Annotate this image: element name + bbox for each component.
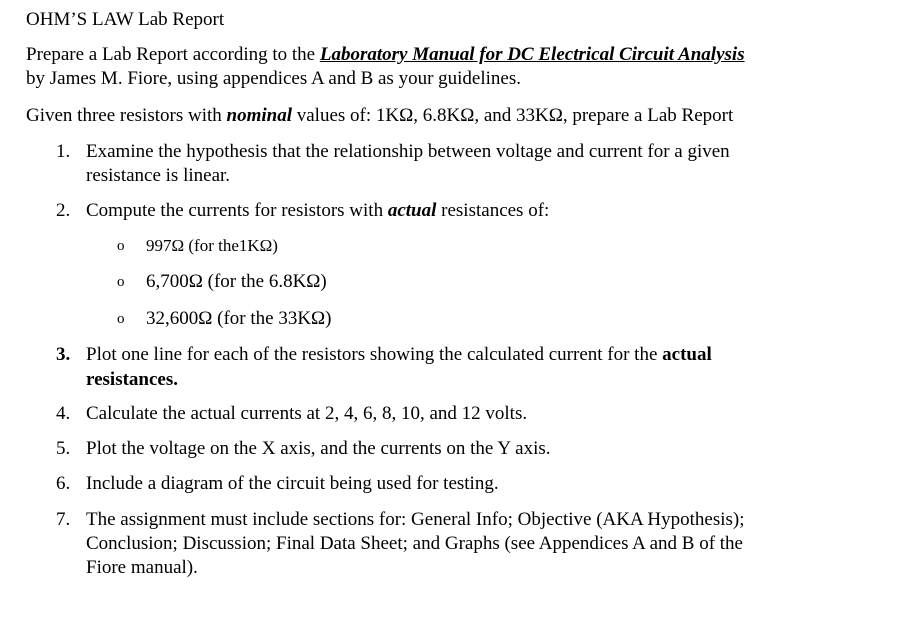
list-item-5: Plot the voltage on the X axis, and the currents on the Y axis. [86, 438, 551, 459]
list-number: 4. [56, 403, 71, 424]
list-item-4: Calculate the actual currents at 2, 4, 6, 8, 10, and 12 volts. [86, 403, 528, 424]
list-item-1-line-2: resistance is linear. [86, 165, 231, 186]
list-item-7-line-3: Fiore manual). [86, 557, 198, 578]
item-3-actual: actual [662, 344, 712, 365]
list-item-3-line-1 [86, 343, 712, 367]
item-3-text-pre: Plot one line for each of the resistors showing the calculated current for the [86, 344, 663, 365]
given-nominal: nominal [226, 105, 292, 126]
bullet-marker: o [117, 274, 125, 290]
list-number: 7. [56, 509, 71, 530]
list-item-6: Include a diagram of the circuit being used for testing. [86, 473, 499, 494]
given-text-pre: Given three resistors with [26, 105, 227, 126]
list-number: 3. [56, 344, 71, 365]
list-number: 5. [56, 438, 71, 459]
given-line [26, 104, 733, 128]
list-item-7-line-1: The assignment must include sections for: General Info; Objective (AKA Hypothesis); [86, 509, 745, 530]
intro-line-2: by James M. Fiore, using appendices A and B as your guidelines. [26, 68, 521, 89]
sub-item-3: 32,600Ω (for the 33KΩ) [146, 308, 332, 329]
bullet-marker: o [117, 238, 125, 254]
manual-title-link: Laboratory Manual for DC Electrical Circuit Analysis [319, 44, 745, 65]
bullet-marker: o [117, 311, 125, 327]
list-item-7-line-2: Conclusion; Discussion; Final Data Sheet; and Graphs (see Appendices A and B of the [86, 533, 743, 554]
sub-item-2: 6,700Ω (for the 6.8KΩ) [146, 271, 327, 292]
intro-text: Prepare a Lab Report according to the [26, 44, 320, 65]
sub-item-1: 997Ω (for the1KΩ) [146, 236, 278, 255]
intro-line-1 [26, 43, 745, 67]
item-2-text-pre: Compute the currents for resistors with [86, 200, 388, 221]
page-title: OHM’S LAW Lab Report [26, 9, 225, 30]
given-text-post: values of: 1KΩ, 6.8KΩ, and 33KΩ, prepare a Lab Report [292, 105, 734, 126]
list-number: 1. [56, 141, 71, 162]
item-2-text-post: resistances of: [436, 200, 550, 221]
list-item-2-line-1 [86, 199, 549, 223]
list-number: 6. [56, 473, 71, 494]
list-item-1-line-1: Examine the hypothesis that the relationship between voltage and current for a given [86, 141, 730, 162]
list-item-3-line-2: resistances. [86, 369, 178, 390]
list-number: 2. [56, 200, 71, 221]
item-2-actual: actual [387, 200, 437, 221]
